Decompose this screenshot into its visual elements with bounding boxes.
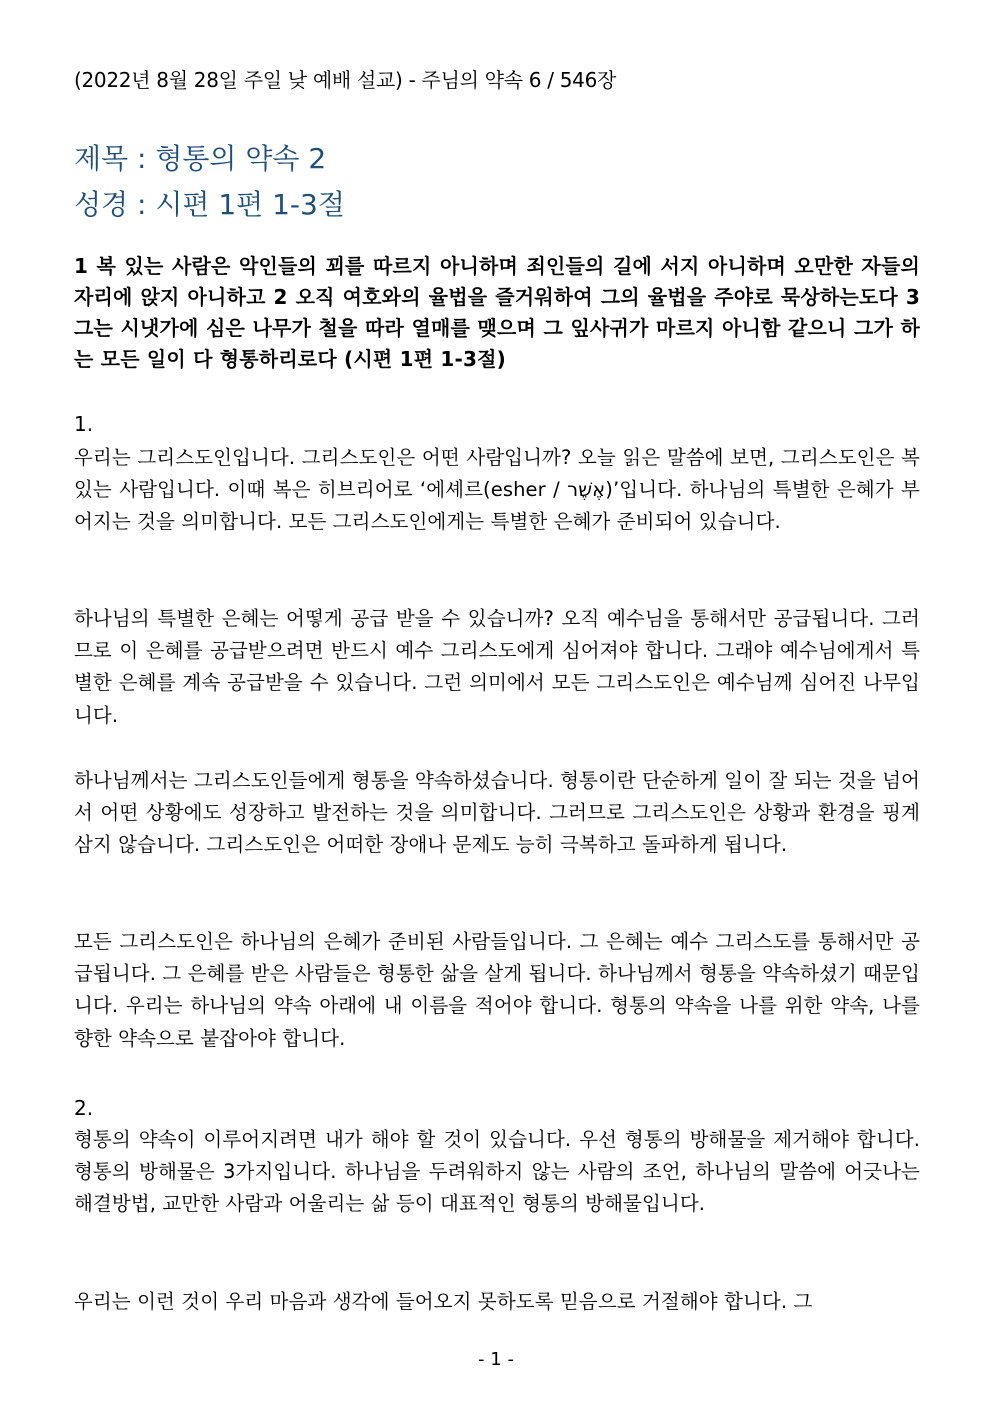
- section-number: 1.: [74, 412, 94, 436]
- paragraph: 우리는 이런 것이 우리 마음과 생각에 들어오지 못하도록 믿음으로 거절해야 합니다. 그: [74, 1290, 813, 1313]
- paragraph: 우리는 그리스도인입니다. 그리스도인은 어떤 사람입니까? 오늘 읽은 말씀에 보면, 그리스도인은 복 있는 사람입니다. 이때 복은 히브리어로 ‘에셰르(esher / אֶשֶׁר)’입니다. 하나님의 특별한 은혜가 부어지는 것을 의미합니다. 모든 그리스도인에게는 특별한 은혜가 준비되어 있습니다.: [74, 446, 920, 534]
- scripture-verse: 1 복 있는 사람은 악인들의 꾀를 따르지 아니하며 죄인들의 길에 서지 아니하며 오만한 자들의 자리에 앉지 아니하고 2 오직 여호와의 율법을 즐거워하여 그의 율법을 주야로 묵상하는도다 3 그는 시냇가에 심은 나무가 철을 따라 열매를 맺으며 그 잎사귀가 마르지 아니함 같으니 그가 하는 모든 일이 다 형통하리로다 (시편 1편 1-3절): [74, 254, 920, 371]
- paragraph: 모든 그리스도인은 하나님의 은혜가 준비된 사람들입니다. 그 은혜는 예수 그리스도를 통해서만 공급됩니다. 그 은혜를 받은 사람들은 형통한 삶을 살게 됩니다. 하나님께서 형통을 약속하셨기 때문입니다. 우리는 하나님의 약속 아래에 내 이름을 적어야 합니다. 형통의 약속을 나를 위한 약속, 나를 향한 약속으로 붙잡아야 합니다.: [74, 930, 920, 1050]
- sermon-header: (2022년 8월 28일 주일 낮 예배 설교) - 주님의 약속 6 / 546장: [74, 68, 617, 92]
- sermon-title: 제목 : 형통의 약속 2: [74, 142, 327, 175]
- paragraph: 하나님의 특별한 은혜는 어떻게 공급 받을 수 있습니까? 오직 예수님을 통해서만 공급됩니다. 그러므로 이 은혜를 공급받으려면 반드시 예수 그리스도에게 심어져야 합니다. 그래야 예수님에게서 특별한 은혜를 계속 공급받을 수 있습니다. 그런 의미에서 모든 그리스도인은 예수님께 심어진 나무입니다.: [74, 607, 920, 727]
- section-number: 2.: [74, 1096, 94, 1120]
- page-number: - 1 -: [478, 1349, 514, 1370]
- paragraph: 형통의 약속이 이루어지려면 내가 해야 할 것이 있습니다. 우선 형통의 방해물을 제거해야 합니다. 형통의 방해물은 3가지입니다. 하나님을 두려워하지 않는 사람의 조언, 하나님의 말씀에 어긋나는 해결방법, 교만한 사람과 어울리는 삶 등이 대표적인 형통의 방해물입니다.: [74, 1128, 920, 1216]
- paragraph: 하나님께서는 그리스도인들에게 형통을 약속하셨습니다. 형통이란 단순하게 일이 잘 되는 것을 넘어서 어떤 상황에도 성장하고 발전하는 것을 의미합니다. 그러므로 그리스도인은 상황과 환경을 핑계 삼지 않습니다. 그리스도인은 어떠한 장애나 문제도 능히 극복하고 돌파하게 됩니다.: [74, 769, 920, 857]
- scripture-reference: 성경 : 시편 1편 1-3절: [74, 188, 345, 221]
